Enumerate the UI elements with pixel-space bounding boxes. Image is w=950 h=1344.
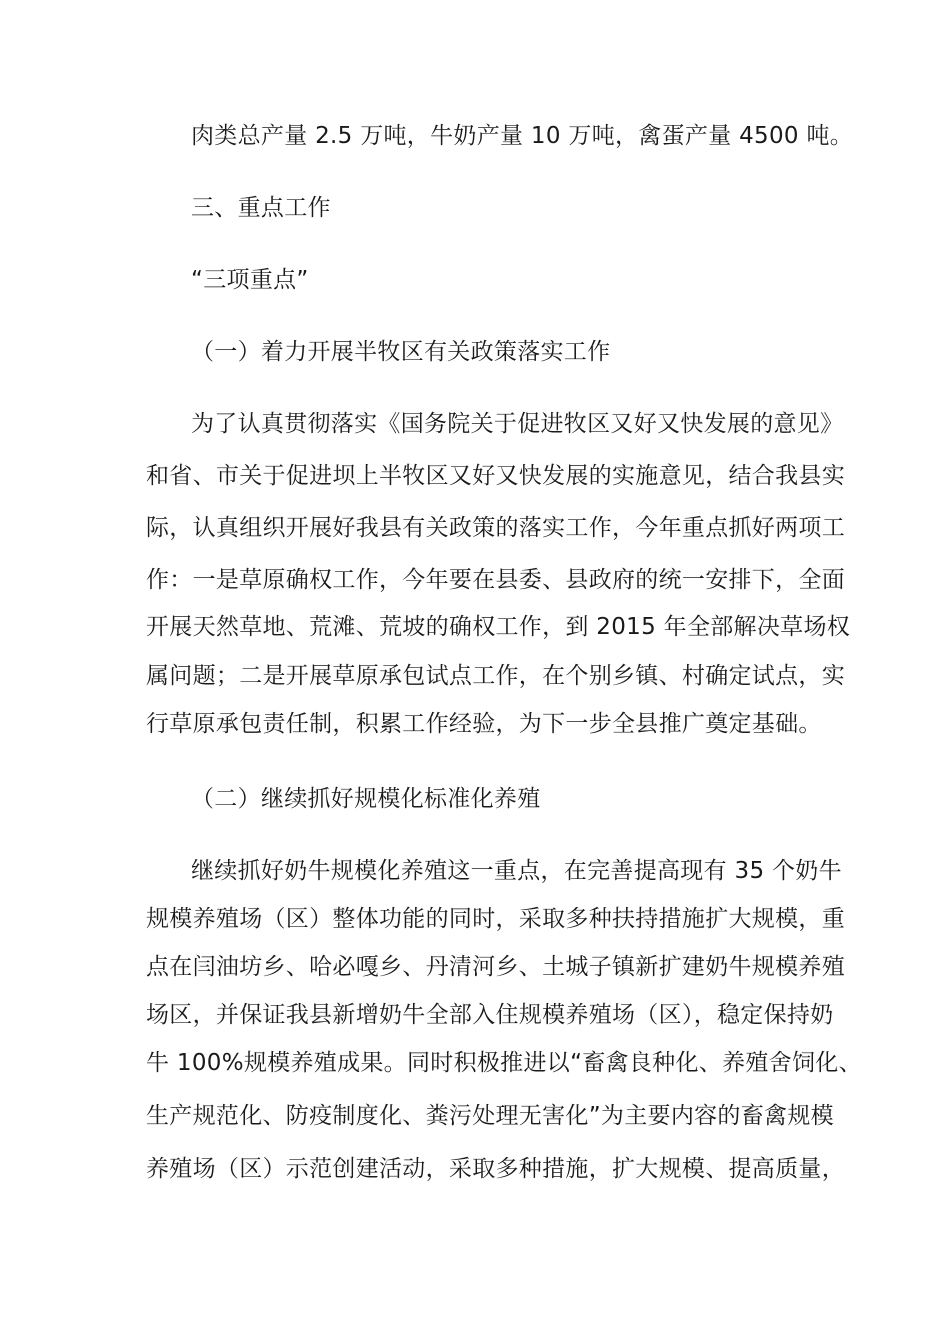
paragraph-2-line: 点在闫油坊乡、哈必嘎乡、丹清河乡、土城子镇新扩建奶牛规模养殖 [146, 954, 845, 980]
paragraph-1-line: 属问题；二是开展草原承包试点工作，在个别乡镇、村确定试点，实 [146, 663, 845, 689]
paragraph-1-line: 开展天然草地、荒滩、荒坡的确权工作，到 2015 年全部解决草场权 [146, 614, 851, 640]
paragraph-1-line: 为了认真贯彻落实《国务院关于促进牧区又好又快发展的意见》 [191, 411, 844, 437]
quote-heading: “三项重点” [191, 267, 309, 293]
paragraph-2-line: 生产规范化、防疫制度化、粪污处理无害化”为主要内容的畜禽规模 [146, 1103, 834, 1129]
paragraph-2-line: 牛 100%规模养殖成果。同时积极推进以“畜禽良种化、养殖舍饲化、 [146, 1050, 862, 1076]
subsection-2-heading: （二）继续抓好规模化标准化养殖 [191, 786, 541, 812]
paragraph-2-line: 场区，并保证我县新增奶牛全部入住规模养殖场（区），稳定保持奶 [146, 1002, 834, 1028]
section-heading: 三、重点工作 [191, 195, 331, 221]
paragraph-2-line: 养殖场（区）示范创建活动，采取多种措施，扩大规模、提高质量， [146, 1156, 845, 1182]
intro-line: 肉类总产量 2.5 万吨，牛奶产量 10 万吨，禽蛋产量 4500 吨。 [191, 123, 854, 149]
paragraph-1-line: 行草原承包责任制，积累工作经验，为下一步全县推广奠定基础。 [146, 711, 822, 737]
paragraph-1-line: 和省、市关于促进坝上半牧区又好又快发展的实施意见，结合我县实 [146, 463, 845, 489]
paragraph-2-line: 继续抓好奶牛规模化养殖这一重点，在完善提高现有 35 个奶牛 [191, 858, 842, 884]
subsection-1-heading: （一）着力开展半牧区有关政策落实工作 [191, 339, 611, 365]
paragraph-1-line: 作：一是草原确权工作，今年要在县委、县政府的统一安排下，全面 [146, 567, 845, 593]
paragraph-1-line: 际，认真组织开展好我县有关政策的落实工作，今年重点抓好两项工 [146, 515, 845, 541]
paragraph-2-line: 规模养殖场（区）整体功能的同时，采取多种扶持措施扩大规模，重 [146, 906, 845, 932]
